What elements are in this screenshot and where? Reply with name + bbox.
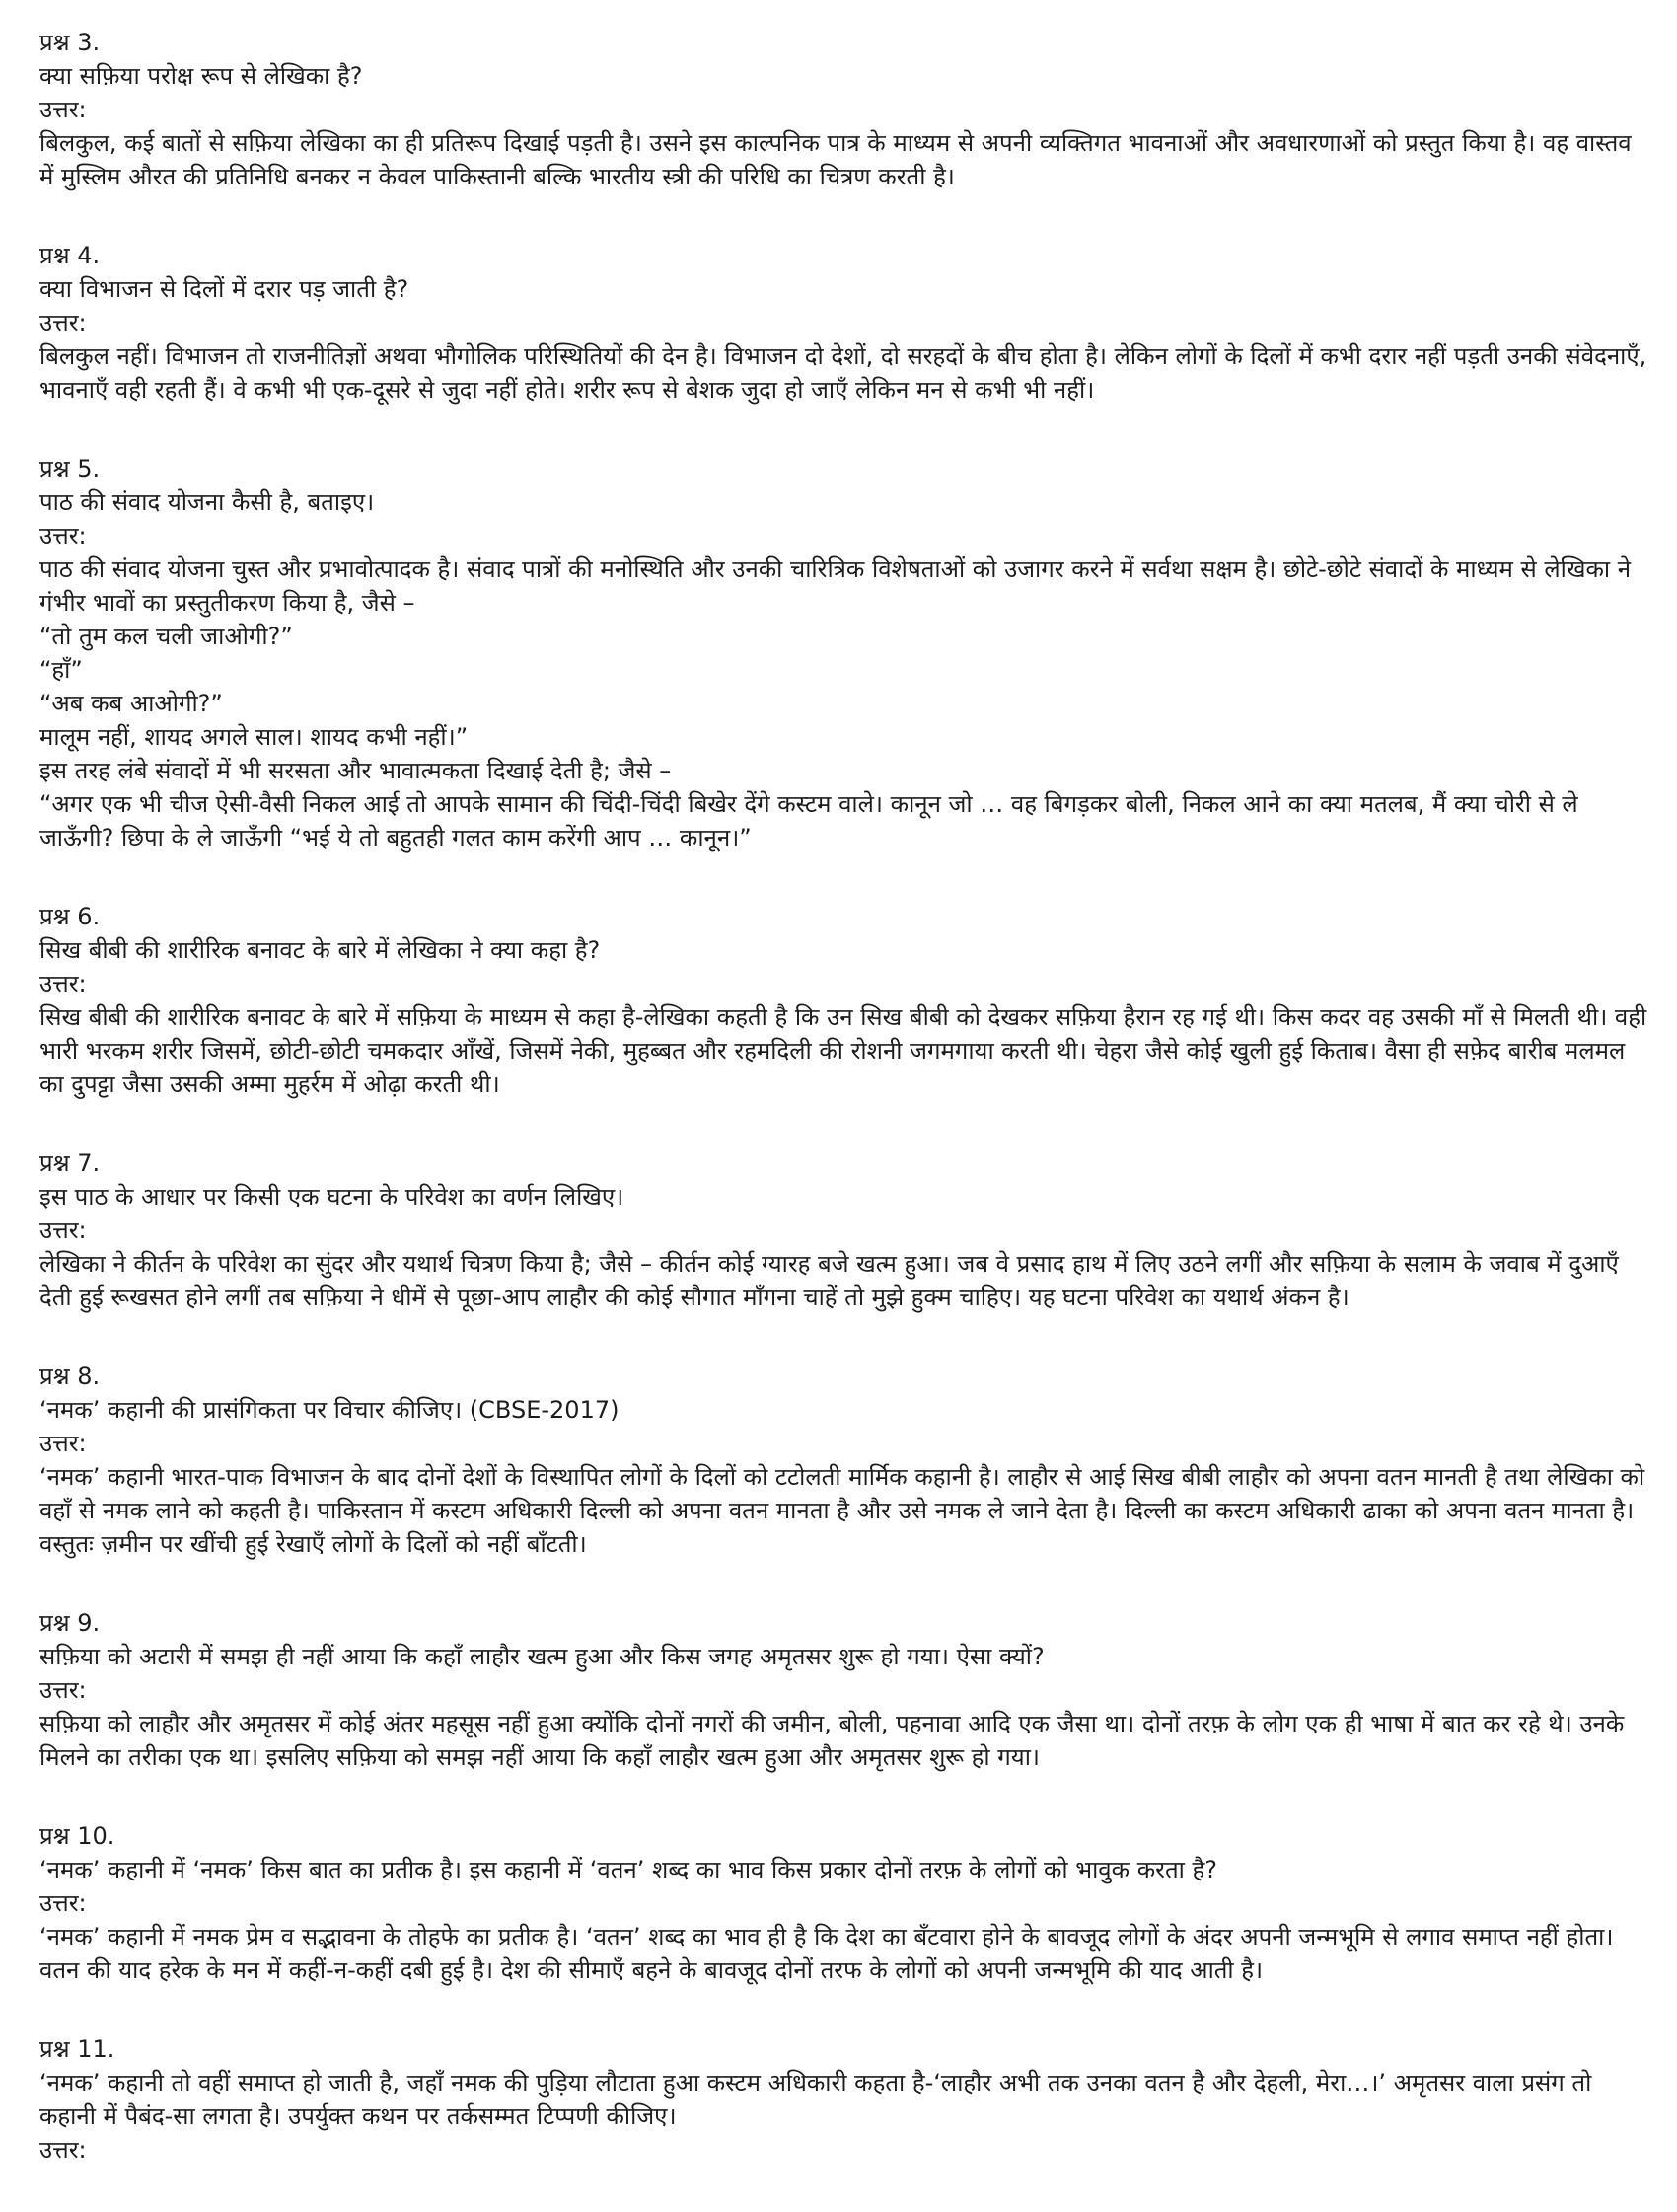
dialogue-line: “अब कब आओगी?” (39, 690, 223, 717)
question-number: प्रश्न 7. (39, 1149, 101, 1177)
question-number: प्रश्न 6. (39, 903, 101, 930)
question-number: प्रश्न 4. (39, 242, 101, 269)
question-text: ‘नमक’ कहानी में ‘नमक’ किस बात का प्रतीक है। इस कहानी में ‘वतन’ शब्द का भाव किस प्रकार दोनों तरफ़ के लोगों को भावुक करता है? (39, 1856, 1217, 1883)
answer-text: ‘नमक’ कहानी में नमक प्रेम व सद्भावना के तोहफे का प्रतीक है। ‘वतन’ शब्द का भाव ही है कि देश का बँटवारा होने के बावजूद लोगों के अंदर अपनी जन्मभूमि से लगाव समाप्त नहीं होता। वतन की याद हरेक के मन में कहीं-न-कहीं दबी हुई है। देश की सीमाएँ बहने के बावजूद दोनों तरफ के लोगों को अपनी जन्मभूमि की याद आती है। (39, 1923, 1614, 1984)
document-page (39, 26, 1647, 2212)
question-text: पाठ की संवाद योजना कैसी है, बताइए। (39, 488, 375, 516)
answer-label: उत्तर: (39, 309, 87, 336)
answer-text: इस तरह लंबे संवादों में भी सरसता और भावात्मकता दिखाई देती है; जैसे – (39, 757, 672, 784)
answer-label: उत्तर: (39, 2136, 87, 2164)
question-text: क्या विभाजन से दिलों में दरार पड़ जाती है? (39, 275, 409, 303)
answer-text: सफ़िया को लाहौर और अमृतसर में कोई अंतर महसूस नहीं हुआ क्योंकि दोनों नगरों की जमीन, बोली, पहनावा आदि एक जैसा था। दोनों तरफ़ के लोग एक ही भाषा में बात कर रहे थे। उनके मिलने का तरीका एक था। इसलिए सफ़िया को समझ नहीं आया कि कहाँ लाहौर खत्म हुआ और अमृतसर शुरू हो गया। (39, 1710, 1625, 1771)
answer-text: लेखिका ने कीर्तन के परिवेश का सुंदर और यथार्थ चित्रण किया है; जैसे – कीर्तन कोई ग्यारह बजे खत्म हुआ। जब वे प्रसाद हाथ में लिए उठने लगीं और सफ़िया के सलाम के जवाब में दुआएँ देती हुई रूखसत होने लगीं तब सफ़िया ने धीमें से पूछा-आप लाहौर की कोई सौगात माँगना चाहें तो मुझे हुक्म चाहिए। यह घटना परिवेश का यथार्थ अंकन है। (39, 1250, 1619, 1311)
answer-text: बिलकुल नहीं। विभाजन तो राजनीतिज्ञों अथवा भौगोलिक परिस्थितियों की देन है। विभाजन दो देशों, दो सरहदों के बीच होता है। लेकिन लोगों के दिलों में कभी दरार नहीं पड़ती उनकी संवेदनाएँ, भावनाएँ वही रहती हैं। वे कभी भी एक-दूसरे से जुदा नहीं होते। शरीर रूप से बेशक जुदा हो जाएँ लेकिन मन से कभी भी नहीं। (39, 342, 1647, 404)
question-text: सिख बीबी की शारीरिक बनावट के बारे में लेखिका ने क्या कहा है? (39, 936, 601, 964)
question-text: ‘नमक’ कहानी की प्रासंगिकता पर विचार कीजिए। (CBSE-2017) (39, 1396, 620, 1424)
question-block-8 (39, 1360, 1647, 1561)
dialogue-line: “हाँ” (39, 656, 83, 684)
question-block-7 (39, 1146, 1647, 1314)
answer-text: सिख बीबी की शारीरिक बनावट के बारे में सफ़िया के माध्यम से कहा है-लेखिका कहती है कि उन सिख बीबी को देखकर सफ़िया हैरान रह गई थी। किस कदर वह उसकी माँ से मिलती थी। वही भारी भरकम शरीर जिसमें, छोटी-छोटी चमकदार आँखें, जिसमें नेकी, मुहब्बत और रहमदिली की रोशनी जगमगाया करती थी। चेहरा जैसे कोई खुली हुई किताब। वैसा ही सफ़ेद बारीब मलमल का दुपट्टा जैसा उसकी अम्मा मुहर्रम में ओढ़ा करती थी। (39, 1003, 1647, 1098)
answer-label: उत्तर: (39, 1430, 87, 1457)
answer-label: उत्तर: (39, 96, 87, 123)
question-block-4 (39, 239, 1647, 406)
question-number: प्रश्न 5. (39, 455, 101, 482)
question-block-11 (39, 2032, 1647, 2167)
answer-text: बिलकुल, कई बातों से सफ़िया लेखिका का ही प्रतिरूप दिखाई पड़ती है। उसने इस काल्पनिक पात्र के माध्यम से अपनी व्यक्तिगत भावनाओं और अवधारणाओं को प्रस्तुत किया है। वह वास्तव में मुस्लिम औरत की प्रतिनिधि बनकर न केवल पाकिस्तानी बल्कि भारतीय स्त्री की परिधि का चित्रण करती है। (39, 129, 1632, 190)
question-number: प्रश्न 9. (39, 1609, 101, 1637)
question-text: ‘नमक’ कहानी तो वहीं समाप्त हो जाती है, जहाँ नमक की पुड़िया लौटाता हुआ कस्टम अधिकारी कहता है-‘लाहौर अभी तक उनका वतन है और देहली, मेरा…।’ अमृतसर वाला प्रसंग तो कहानी में पैबंद-सा लगता है। उपर्युक्त कथन पर तर्कसम्मत टिप्पणी कीजिए। (39, 2069, 1592, 2130)
question-number: प्रश्न 11. (39, 2035, 115, 2063)
dialogue-line: मालूम नहीं, शायद अगले साल। शायद कभी नहीं।” (39, 723, 469, 751)
answer-label: उत्तर: (39, 1217, 87, 1244)
question-block-10 (39, 1819, 1647, 1987)
question-number: प्रश्न 3. (39, 29, 101, 56)
answer-label: उत्तर: (39, 1889, 87, 1917)
question-block-5 (39, 452, 1647, 854)
question-number: प्रश्न 10. (39, 1822, 115, 1850)
question-block-3 (39, 26, 1647, 193)
dialogue-line: “तो तुम कल चली जाओगी?” (39, 623, 293, 650)
dialogue-line: “अगर एक भी चीज ऐसी-वैसी निकल आई तो आपके सामान की चिंदी-चिंदी बिखेर देंगे कस्टम वाले। कानून जो … वह बिगड़कर बोली, निकल आने का क्या मतलब, मैं क्या चोरी से ले जाऊँगी? छिपा के ले जाऊँगी “भई ये तो बहुतही गलत काम करेंगी आप … कानून।” (39, 790, 1578, 851)
answer-label: उत्तर: (39, 1676, 87, 1704)
question-block-6 (39, 900, 1647, 1101)
question-text: इस पाठ के आधार पर किसी एक घटना के परिवेश का वर्णन लिखिए। (39, 1183, 624, 1211)
question-text: क्या सफ़िया परोक्ष रूप से लेखिका है? (39, 62, 363, 90)
answer-label: उत्तर: (39, 970, 87, 997)
question-text: सफ़िया को अटारी में समझ ही नहीं आया कि कहाँ लाहौर खत्म हुआ और किस जगह अमृतसर शुरू हो गया। ऐसा क्यों? (39, 1643, 1045, 1670)
question-block-9 (39, 1606, 1647, 1774)
question-number: प्रश्न 8. (39, 1363, 101, 1390)
answer-text: ‘नमक’ कहानी भारत-पाक विभाजन के बाद दोनों देशों के विस्थापित लोगों के दिलों को टटोलती मार्मिक कहानी है। लाहौर से आई सिख बीबी लाहौर को अपना वतन मानती है तथा लेखिका को वहाँ से नमक लाने को कहती है। पाकिस्तान में कस्टम अधिकारी दिल्ली को अपना वतन मानता है और उसे नमक ले जाने देता है। दिल्ली का कस्टम अधिकारी ढाका को अपना वतन मानता है। वस्तुतः ज़मीन पर खींची हुई रेखाएँ लोगों के दिलों को नहीं बाँटती। (39, 1463, 1645, 1558)
answer-text: पाठ की संवाद योजना चुस्त और प्रभावोत्पादक है। संवाद पात्रों की मनोस्थिति और उनकी चारित्रिक विशेषताओं को उजागर करने में सर्वथा सक्षम है। छोटे-छोटे संवादों के माध्यम से लेखिका ने गंभीर भावों का प्रस्तुतीकरण किया है, जैसे – (39, 555, 1632, 617)
answer-label: उत्तर: (39, 522, 87, 550)
